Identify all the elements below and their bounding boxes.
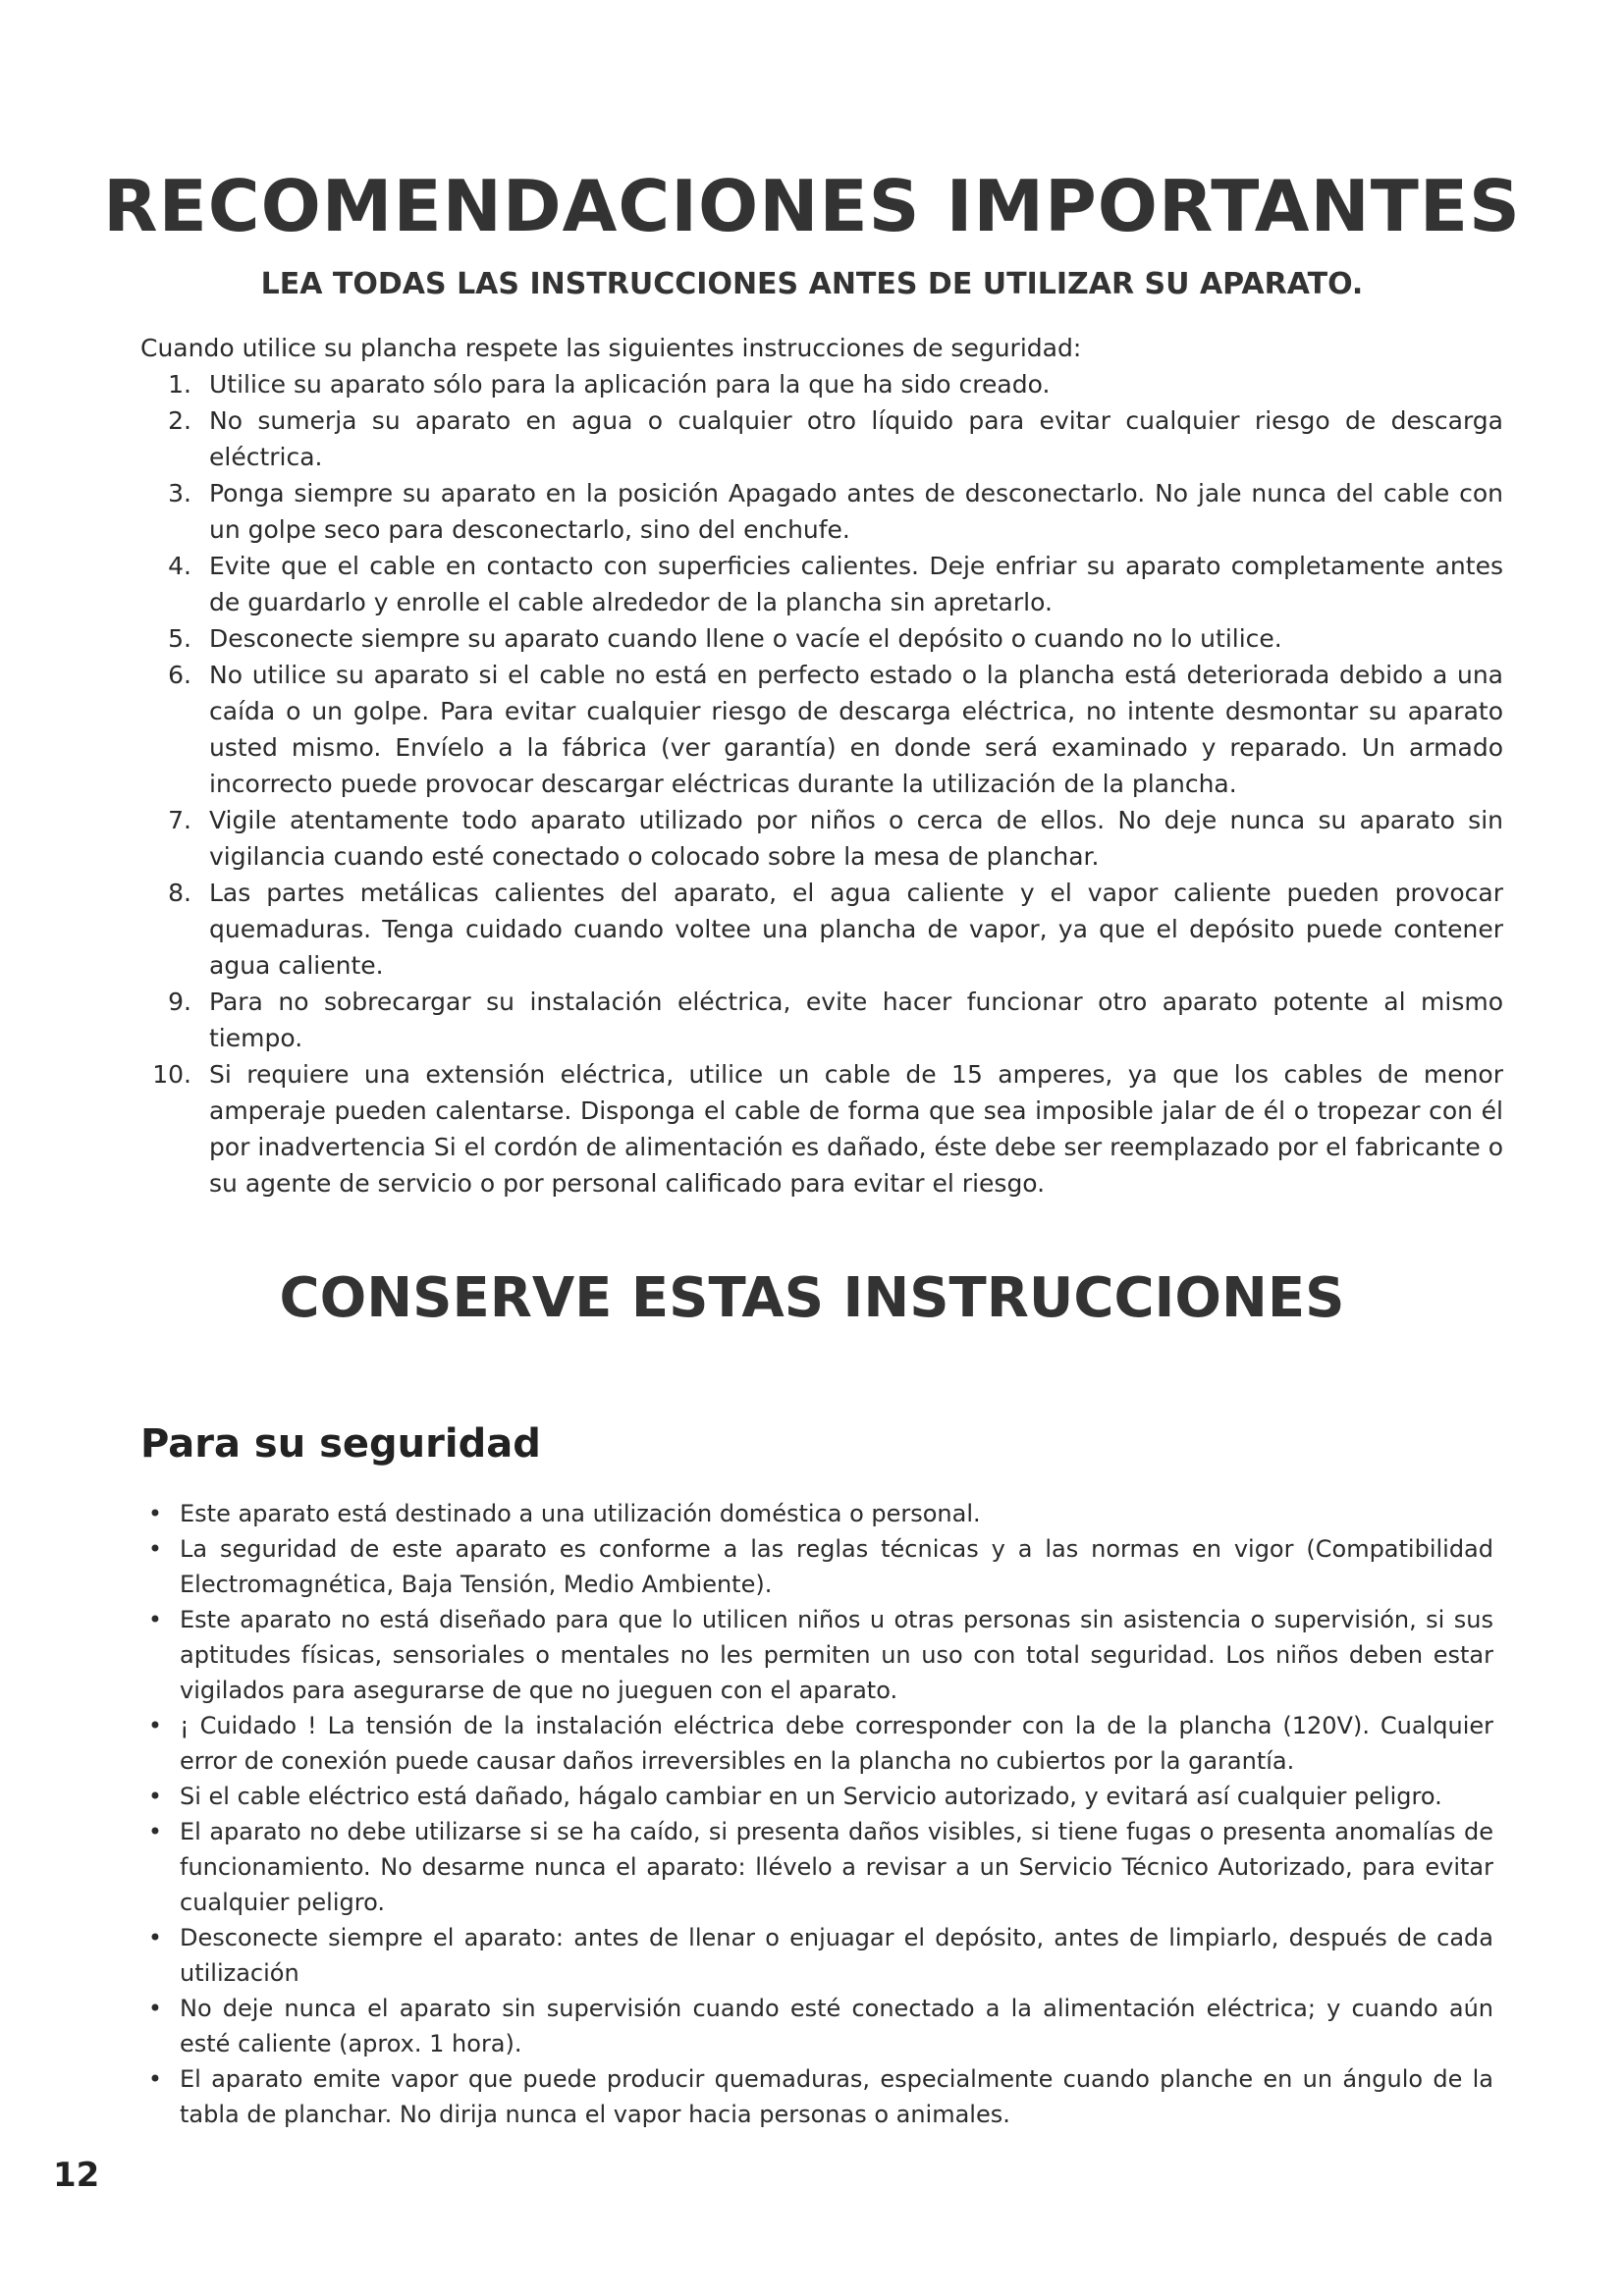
instruction-text: Utilice su aparato sólo para la aplicación para la que ha sido creado. [209, 370, 1051, 399]
instruction-text: No sumerja su aparato en agua o cualquier otro líquido para evitar cualquier riesgo de descarga eléctrica. [209, 406, 1503, 471]
instruction-text: Evite que el cable en contacto con superficies calientes. Deje enfriar su aparato completamente antes de guardarlo y enrolle el cable alrededor de la plancha sin apretarlo. [209, 552, 1503, 616]
safety-item [140, 1602, 1493, 1708]
safety-item [140, 1496, 1493, 1531]
bullet-icon: • [147, 1606, 163, 1633]
instruction-item [140, 984, 1503, 1056]
instruction-number: 6. [168, 661, 191, 689]
instruction-item [140, 802, 1503, 875]
page-subtitle: LEA TODAS LAS INSTRUCCIONES ANTES DE UTILIZAR SU APARATO. [260, 267, 1364, 301]
intro-text: Cuando utilice su plancha respete las siguientes instrucciones de seguridad: [140, 334, 1082, 362]
instruction-item [140, 620, 1503, 657]
instruction-text: Para no sobrecargar su instalación eléctrica, evite hacer funcionar otro aparato potente al mismo tiempo. [209, 988, 1503, 1052]
instruction-item [140, 875, 1503, 984]
bullet-icon: • [147, 1995, 163, 2022]
instruction-number: 2. [168, 406, 191, 435]
instruction-text: Desconecte siempre su aparato cuando llene o vacíe el depósito o cuando no lo utilice. [209, 624, 1282, 653]
conserve-title: CONSERVE ESTAS INSTRUCCIONES [279, 1266, 1345, 1330]
instruction-number: 3. [168, 479, 191, 507]
safety-item-text: ¡ Cuidado ! La tensión de la instalación eléctrica debe corresponder con la de la plancha (120V). Cualquier error de conexión puede causar daños irreversibles en la plancha no cubiertos por la garantía. [180, 1712, 1493, 1775]
bullet-icon: • [147, 1924, 163, 1951]
safety-item [140, 1991, 1493, 2061]
safety-item [140, 1814, 1493, 1920]
instruction-item [140, 1056, 1503, 1201]
bullet-icon: • [147, 2065, 163, 2093]
instruction-number: 8. [168, 879, 191, 907]
safety-item [140, 1920, 1493, 1991]
bullet-icon: • [147, 1535, 163, 1563]
instruction-text: Las partes metálicas calientes del aparato, el agua caliente y el vapor caliente pueden provocar quemaduras. Tenga cuidado cuando voltee una plancha de vapor, ya que el depósito puede contener agua caliente. [209, 879, 1503, 980]
safety-item [140, 2061, 1493, 2132]
instruction-item [140, 475, 1503, 548]
safety-list [140, 1496, 1493, 2132]
page-title: RECOMENDACIONES IMPORTANTES [103, 165, 1521, 247]
instruction-item [140, 402, 1503, 475]
instruction-item [140, 548, 1503, 620]
safety-heading: Para su seguridad [140, 1421, 541, 1467]
instruction-number: 4. [168, 552, 191, 580]
safety-item-text: Desconecte siempre el aparato: antes de llenar o enjuagar el depósito, antes de limpiarlo, después de cada utilización [180, 1924, 1493, 1987]
bullet-icon: • [147, 1818, 163, 1845]
bullet-icon: • [147, 1783, 163, 1810]
instruction-item [140, 657, 1503, 802]
instruction-text: Ponga siempre su aparato en la posición Apagado antes de desconectarlo. No jale nunca del cable con un golpe seco para desconectarlo, sino del enchufe. [209, 479, 1503, 544]
bullet-icon: • [147, 1712, 163, 1739]
safety-item [140, 1708, 1493, 1779]
instruction-number: 7. [168, 806, 191, 834]
instruction-number: 5. [168, 624, 191, 653]
safety-item-text: El aparato emite vapor que puede producir quemaduras, especialmente cuando planche en un ángulo de la tabla de planchar. No dirija nunca el vapor hacia personas o animales. [180, 2065, 1493, 2128]
instruction-number: 1. [168, 370, 191, 399]
safety-item-text: Este aparato está destinado a una utilización doméstica o personal. [180, 1500, 981, 1527]
safety-item-text: Este aparato no está diseñado para que lo utilicen niños u otras personas sin asistencia o supervisión, si sus aptitudes físicas, sensoriales o mentales no les permiten un uso con total seguridad. Los niños deben estar vigilados para asegurarse de que no jueguen con el aparato. [180, 1606, 1493, 1704]
safety-item-text: El aparato no debe utilizarse si se ha caído, si presenta daños visibles, si tiene fugas o presenta anomalías de funcionamiento. No desarme nunca el aparato: llévelo a revisar a un Servicio Técnico Autorizado, para evitar cualquier peligro. [180, 1818, 1493, 1916]
instruction-number: 10. [152, 1060, 191, 1089]
bullet-icon: • [147, 1500, 163, 1527]
safety-item [140, 1531, 1493, 1602]
safety-item-text: La seguridad de este aparato es conforme a las reglas técnicas y a las normas en vigor (Compatibilidad Electromagnética, Baja Tensión, Medio Ambiente). [180, 1535, 1493, 1598]
instruction-text: Vigile atentamente todo aparato utilizado por niños o cerca de ellos. No deje nunca su aparato sin vigilancia cuando esté conectado o colocado sobre la mesa de planchar. [209, 806, 1503, 871]
page-number: 12 [53, 2156, 100, 2195]
instruction-number: 9. [168, 988, 191, 1016]
instructions-list [140, 366, 1503, 1201]
safety-item-text: No deje nunca el aparato sin supervisión cuando esté conectado a la alimentación eléctrica; y cuando aún esté caliente (aprox. 1 hora). [180, 1995, 1493, 2057]
instruction-text: Si requiere una extensión eléctrica, utilice un cable de 15 amperes, ya que los cables de menor amperaje pueden calentarse. Disponga el cable de forma que sea imposible jalar de él o tropezar con él por inadvertencia Si el cordón de alimentación es dañado, éste debe ser reemplazado por el fabricante o su agente de servicio o por personal calificado para evitar el riesgo. [209, 1060, 1503, 1198]
instruction-item [140, 366, 1503, 402]
safety-item-text: Si el cable eléctrico está dañado, hágalo cambiar en un Servicio autorizado, y evitará así cualquier peligro. [180, 1783, 1442, 1810]
safety-item [140, 1779, 1493, 1814]
instruction-text: No utilice su aparato si el cable no está en perfecto estado o la plancha está deteriorada debido a una caída o un golpe. Para evitar cualquier riesgo de descarga eléctrica, no intente desmontar su aparato usted mismo. Envíelo a la fábrica (ver garantía) en donde será examinado y reparado. Un armado incorrecto puede provocar descargar eléctricas durante la utilización de la plancha. [209, 661, 1503, 798]
